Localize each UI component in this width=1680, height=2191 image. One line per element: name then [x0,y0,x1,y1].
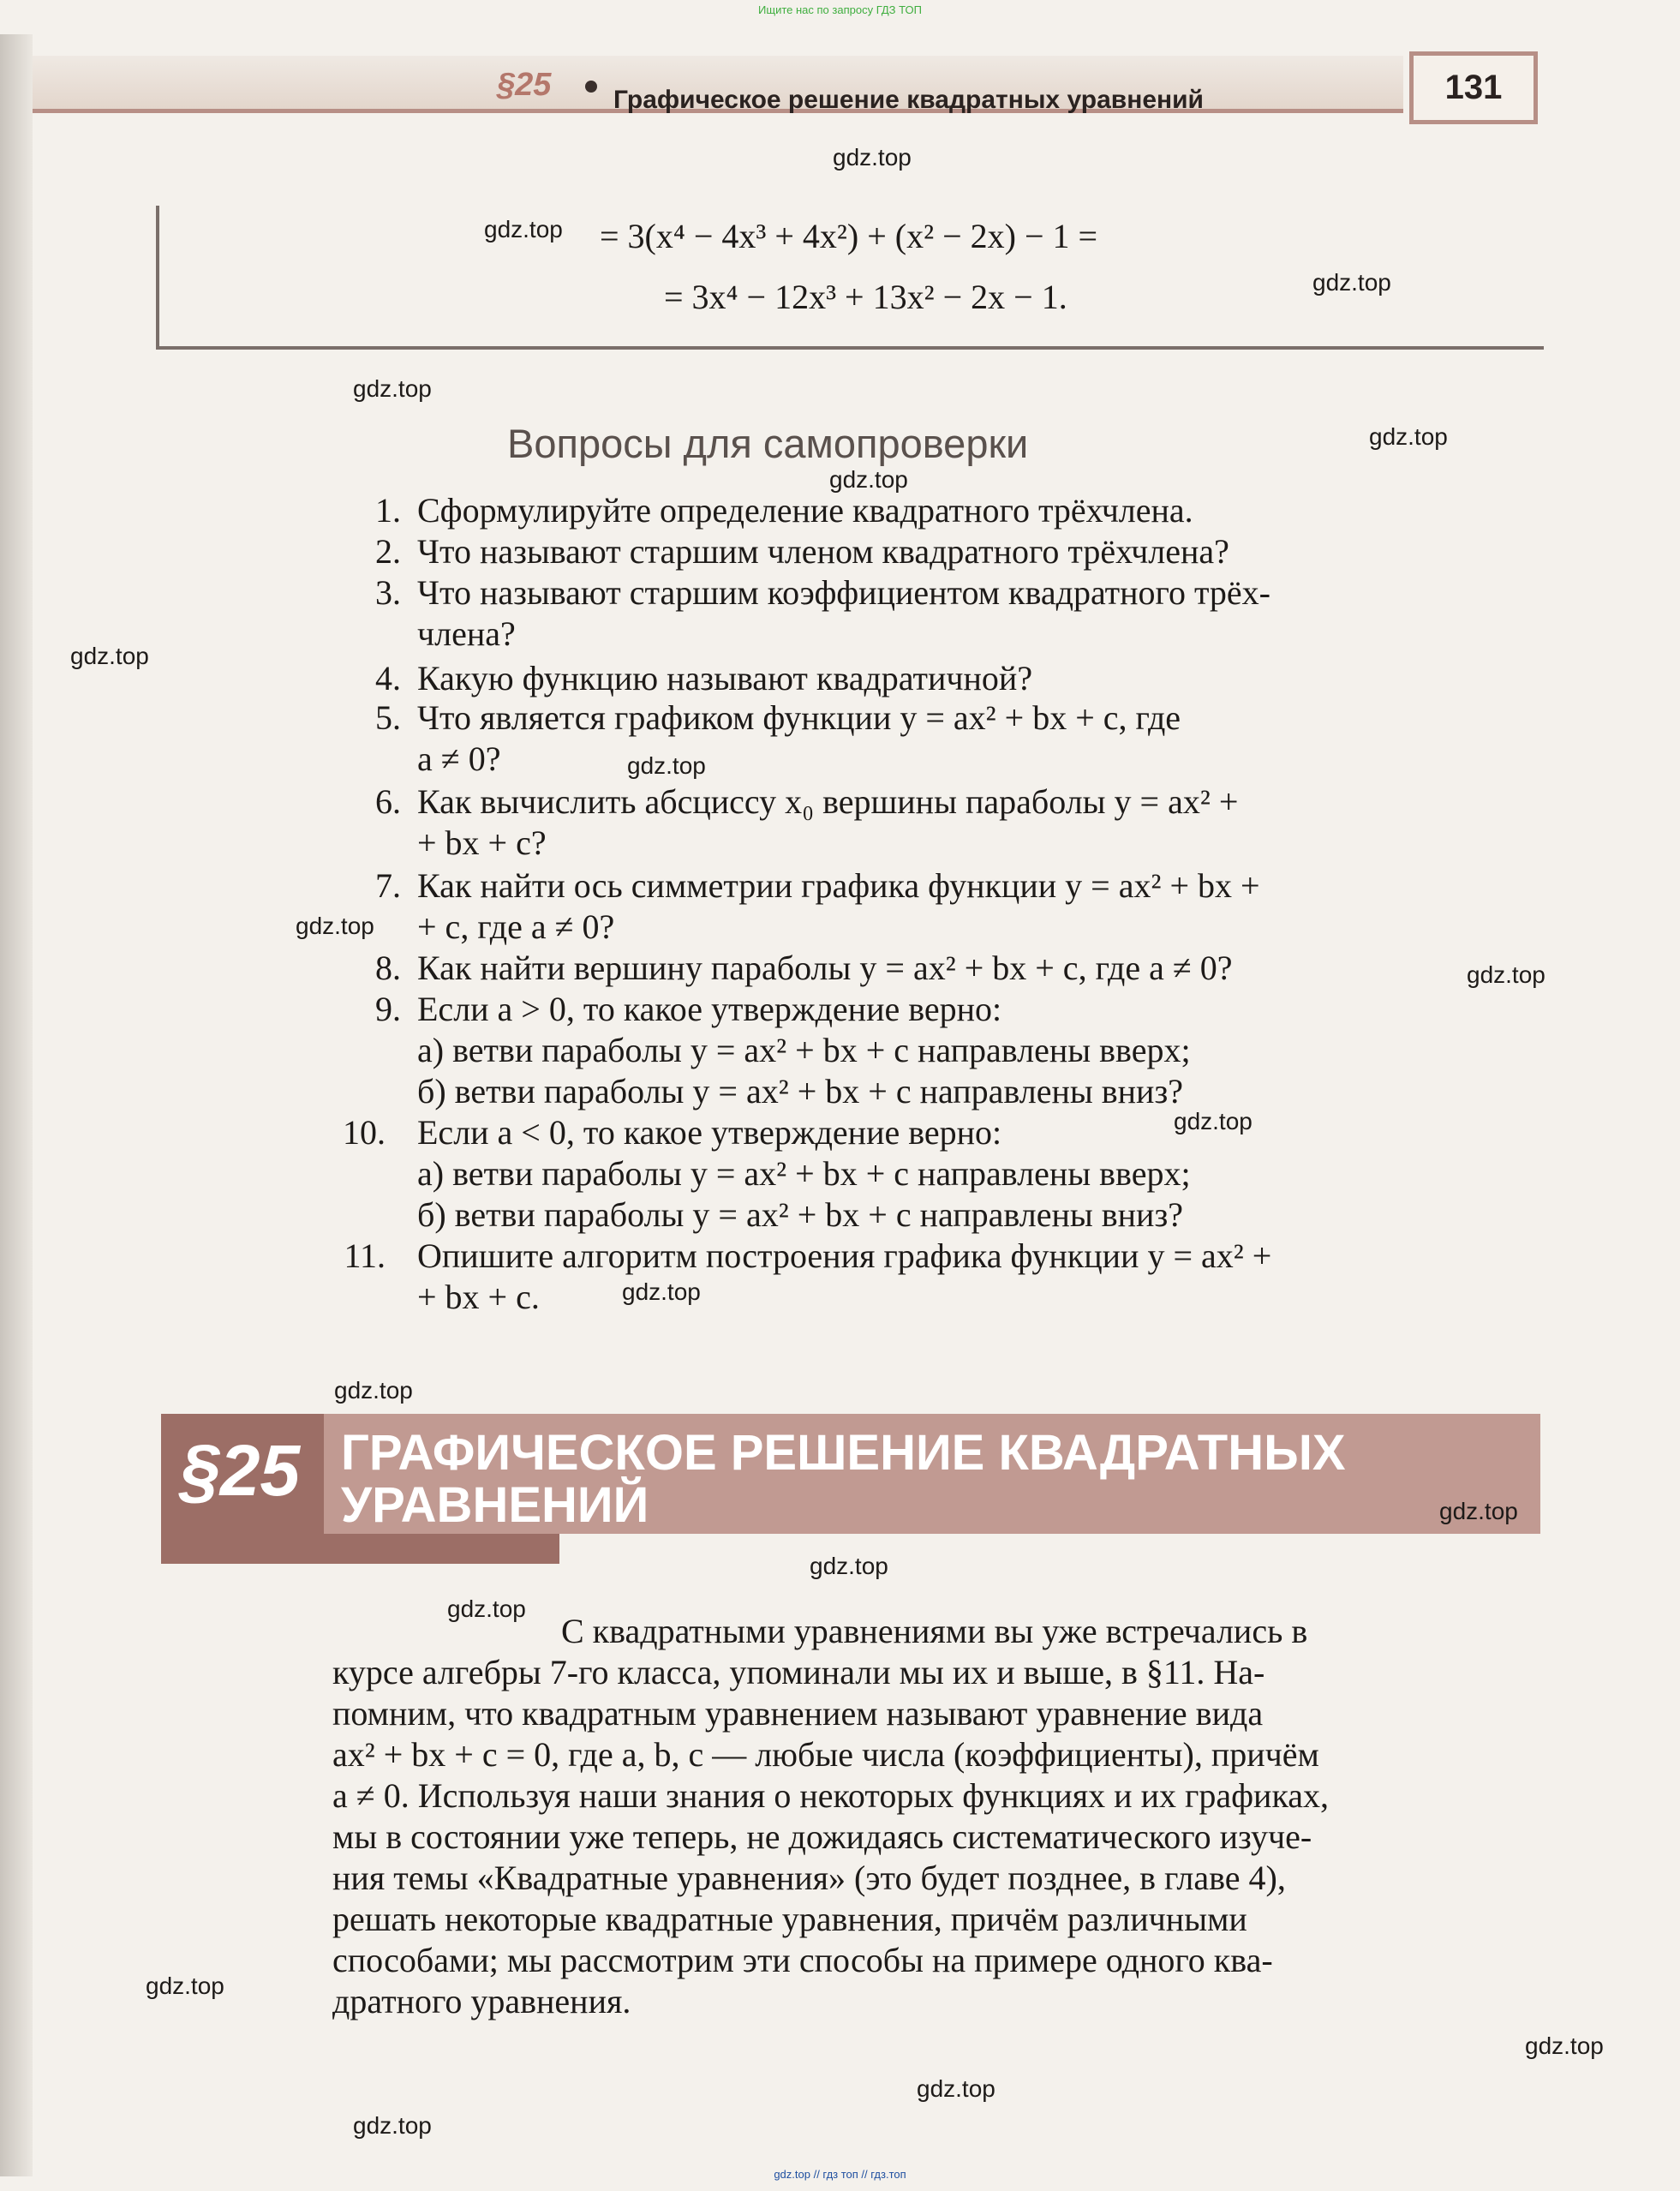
watermark-text: gdz.top [1312,269,1391,296]
frame-left-line [156,206,159,350]
formula-line-1: = 3(x⁴ − 4x³ + 4x²) + (x² − 2x) − 1 = [600,217,1098,255]
watermark-text: gdz.top [1174,1108,1253,1134]
formula-line-2: = 3x⁴ − 12x³ + 13x² − 2x − 1. [664,278,1067,316]
section-banner-strip [161,1534,559,1564]
question-text: + c, где a ≠ 0? [417,907,615,946]
question-text: Как найти ось симметрии графика функции y = ax² + bx + [417,866,1260,905]
question-number: 10. [343,1113,386,1152]
question-text: + bx + c. [417,1278,540,1316]
question-number: 8. [375,949,401,987]
question-number: 7. [375,866,401,905]
question-text: а) ветви параболы y = ax² + bx + c направлены вверх; [417,1031,1191,1069]
question-text: б) ветви параболы y = ax² + bx + c направлены вниз? [417,1072,1184,1110]
question-number: 9. [375,990,401,1028]
watermark-text: gdz.top [296,913,374,939]
question-text: Сформулируйте определение квадратного трёхчлена. [417,491,1193,530]
header-title: Графическое решение квадратных уравнений [613,86,1205,114]
watermark-text: gdz.top [1439,1498,1518,1524]
questions-heading: Вопросы для самопроверки [507,421,1029,466]
section-title-line-1: ГРАФИЧЕСКОЕ РЕШЕНИЕ КВАДРАТНЫХ [341,1425,1346,1481]
question-text: Как вычислить абсциссу x₀ вершины параболы y = ax² + [417,782,1239,821]
question-text: Если a > 0, то какое утверждение верно: [417,990,1002,1028]
watermark-text: gdz.top [447,1595,526,1622]
question-text: Опишите алгоритм построения графика функции y = ax² + [417,1236,1272,1275]
question-number: 2. [375,532,401,571]
body-line: ax² + bx + c = 0, где a, b, c — любые числа (коэффициенты), причём [332,1735,1319,1774]
watermark-text: gdz.top [917,2075,995,2102]
watermark-text: gdz.top [334,1377,413,1404]
watermark-text: gdz.top [829,466,908,493]
bullet-icon [585,81,597,93]
page-number: 131 [1444,69,1503,106]
body-line: курсе алгебры 7-го класса, упоминали мы их и выше, в §11. На- [332,1653,1265,1691]
header-paragraph: §25 [497,67,552,103]
watermark-text: gdz.top [622,1278,701,1305]
body-line: a ≠ 0. Используя наши знания о некоторых функциях и их графиках, [332,1776,1330,1815]
watermark-text: gdz.top [810,1553,888,1579]
frame-bottom-line [156,346,1544,350]
question-text: Что называют старшим коэффициентом квадратного трёх- [417,573,1270,612]
watermark-text: gdz.top [1467,961,1545,988]
watermark-text: gdz.top [70,643,149,669]
body-line: способами; мы рассмотрим эти способы на примере одного ква- [332,1941,1273,1979]
question-number: 1. [375,491,401,530]
watermark-text: gdz.top [353,375,432,402]
watermark-text: gdz.top [353,2112,432,2139]
question-text: Что называют старшим членом квадратного трёхчлена? [417,532,1229,571]
question-text: члена? [417,614,516,653]
watermark-text: gdz.top [833,144,912,171]
body-line: дратного уравнения. [332,1982,631,2020]
question-text: a ≠ 0? [417,739,501,778]
watermark-text: gdz.top [1369,423,1448,450]
body-line: С квадратными уравнениями вы уже встречались в [561,1612,1308,1650]
question-text: а) ветви параболы y = ax² + bx + c направлены вверх; [417,1154,1191,1193]
section-number: §25 [180,1430,301,1511]
question-text: Что является графиком функции y = ax² + bx + c, где [417,698,1181,737]
question-number: 6. [375,782,401,821]
watermark-text: gdz.top [484,216,563,242]
question-number: 11. [344,1236,386,1275]
question-text: Какую функцию называют квадратичной? [417,659,1033,697]
watermark-text: gdz.top [146,1972,224,1999]
page-edge [0,34,33,2176]
section-title-line-2: УРАВНЕНИЙ [341,1477,649,1533]
watermark-text: gdz.top [1525,2032,1604,2059]
question-text: + bx + c? [417,823,547,862]
body-line: решать некоторые квадратные уравнения, причём различными [332,1900,1247,1938]
watermark-text: gdz.top [627,752,706,779]
top-note: Ищите нас по запросу ГДЗ ТОП [758,3,922,16]
question-text: Как найти вершину параболы y = ax² + bx + c, где a ≠ 0? [417,949,1233,987]
bottom-note: gdz.top // гдз топ // гдз.топ [774,2168,906,2181]
body-line: ния темы «Квадратные уравнения» (это будет позднее, в главе 4), [332,1859,1286,1897]
body-line: мы в состоянии уже теперь, не дожидаясь систематического изуче- [332,1817,1312,1856]
question-number: 4. [375,659,401,697]
question-number: 3. [375,573,401,612]
question-text: б) ветви параболы y = ax² + bx + c направлены вниз? [417,1195,1184,1234]
question-text: Если a < 0, то какое утверждение верно: [417,1113,1002,1152]
question-number: 5. [375,698,401,737]
body-line: помним, что квадратным уравнением называют уравнение вида [332,1694,1264,1733]
page-number-box [1409,51,1538,124]
